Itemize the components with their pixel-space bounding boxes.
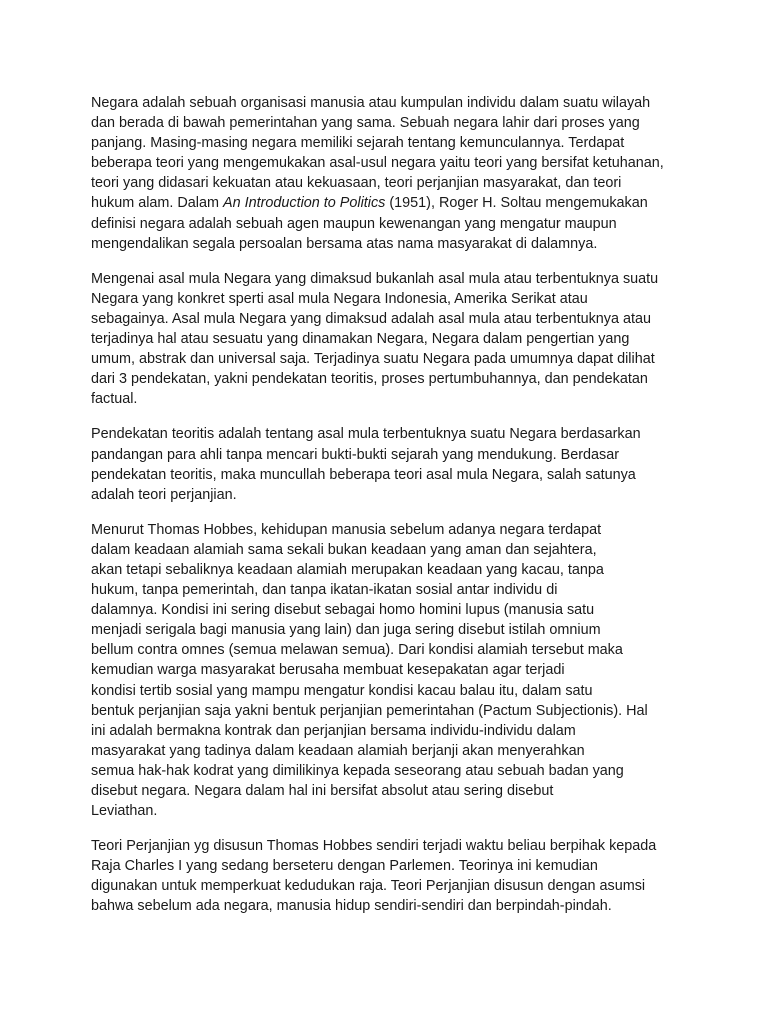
text-line — [91, 193, 703, 213]
paragraph-2 — [91, 269, 703, 410]
document-page — [91, 93, 703, 932]
text-line: dari 3 pendekatan, yakni pendekatan teoritis, proses pertumbuhannya, dan pendekatan — [91, 371, 648, 388]
text-line: dalam keadaan alamiah sama sekali bukan keadaan yang aman dan sejahtera, — [91, 541, 597, 558]
text-line: Menurut Thomas Hobbes, kehidupan manusia sebelum adanya negara terdapat — [91, 521, 602, 538]
text-line: Mengenai asal mula Negara yang dimaksud bukanlah asal mula atau terbentuknya suatu — [91, 270, 659, 287]
book-title: An Introduction to Politics — [222, 195, 386, 212]
paragraph-3 — [91, 424, 703, 504]
text-line: Leviathan. — [91, 803, 158, 820]
text-line: pandangan para ahli tanpa mencari bukti-bukti sejarah yang mendukung. Berdasar — [91, 446, 619, 463]
text-line: menjadi serigala bagi manusia yang lain) dan juga sering disebut istilah omnium — [91, 622, 601, 639]
text-line: factual. — [91, 391, 138, 408]
text-line: digunakan untuk memperkuat kedudukan raja. Teori Perjanjian disusun dengan asumsi — [91, 878, 646, 895]
text-line: mengendalikan segala persoalan bersama atas nama masyarakat di dalamnya. — [91, 235, 598, 252]
text-line: panjang. Masing-masing negara memiliki sejarah tentang kemunculannya. Terdapat — [91, 135, 625, 152]
text-line: disebut negara. Negara dalam hal ini bersifat absolut atau sering disebut — [91, 783, 554, 799]
text-line: umum, abstrak dan universal saja. Terjadinya suatu Negara pada umumnya dapat dilihat — [91, 351, 655, 368]
text-line: bentuk perjanjian saja yakni bentuk perjanjian pemerintahan (Pactum Subjectionis). Hal — [91, 702, 648, 719]
text-line: sebagainya. Asal mula Negara yang dimaksud adalah asal mula atau terbentuknya atau — [91, 310, 651, 327]
text-line: dalamnya. Kondisi ini sering disebut sebagai homo homini lupus (manusia satu — [91, 602, 595, 619]
text-line: kemudian warga masyarakat berusaha membuat kesepakatan agar terjadi — [91, 662, 565, 679]
text-line: akan tetapi sebaliknya keadaan alamiah merupakan keadaan yang kacau, tanpa — [91, 561, 604, 578]
text-line: definisi negara adalah sebuah agen maupun kewenangan yang mengatur maupun — [91, 215, 617, 232]
text-line: Teori Perjanjian yg disusun Thomas Hobbes sendiri terjadi waktu beliau berpihak kepada — [91, 838, 657, 855]
text-run: hukum alam. Dalam — [91, 195, 223, 212]
text-line: pendekatan teoritis, maka muncullah beberapa teori asal mula Negara, salah satunya — [91, 466, 636, 483]
text-line: terjadinya hal atau sesuatu yang dinamakan Negara, Negara dalam pengertian yang — [91, 331, 630, 348]
paragraph-4 — [91, 520, 703, 821]
text-line: adalah teori perjanjian. — [91, 486, 237, 503]
text-line: Raja Charles I yang sedang berseteru dengan Parlemen. Teorinya ini kemudian — [91, 858, 598, 875]
text-line: Negara yang konkret sperti asal mula Negara Indonesia, Amerika Serikat atau — [91, 290, 588, 307]
paragraph-5 — [91, 836, 703, 916]
text-line: masyarakat yang tadinya dalam keadaan alamiah berjanji akan menyerahkan — [91, 742, 585, 759]
text-line: semua hak-hak kodrat yang dimilikinya kepada seseorang atau sebuah badan yang — [91, 762, 624, 779]
text-line: Pendekatan teoritis adalah tentang asal mula terbentuknya suatu Negara berdasarkan — [91, 426, 641, 443]
text-run: (1951), Roger H. Soltau mengemukakan — [385, 195, 648, 212]
text-line: beberapa teori yang mengemukakan asal-usul negara yaitu teori yang bersifat ketuhanan, — [91, 155, 664, 172]
text-line: bahwa sebelum ada negara, manusia hidup sendiri-sendiri dan berpindah-pindah. — [91, 898, 612, 915]
text-line: hukum, tanpa pemerintah, dan tanpa ikatan-ikatan sosial antar individu di — [91, 582, 558, 599]
paragraph-1 — [91, 93, 703, 254]
text-line: bellum contra omnes (semua melawan semua). Dari kondisi alamiah tersebut maka — [91, 642, 623, 659]
text-line: kondisi tertib sosial yang mampu mengatur kondisi kacau balau itu, dalam satu — [91, 682, 593, 699]
text-line: Negara adalah sebuah organisasi manusia atau kumpulan individu dalam suatu wilayah — [91, 95, 651, 111]
text-line: teori yang didasari kekuatan atau kekuasaan, teori perjanjian masyarakat, dan teori — [91, 175, 622, 192]
text-line: dan berada di bawah pemerintahan yang sama. Sebuah negara lahir dari proses yang — [91, 115, 640, 132]
text-line: ini adalah bermakna kontrak dan perjanjian bersama individu-individu dalam — [91, 722, 576, 739]
